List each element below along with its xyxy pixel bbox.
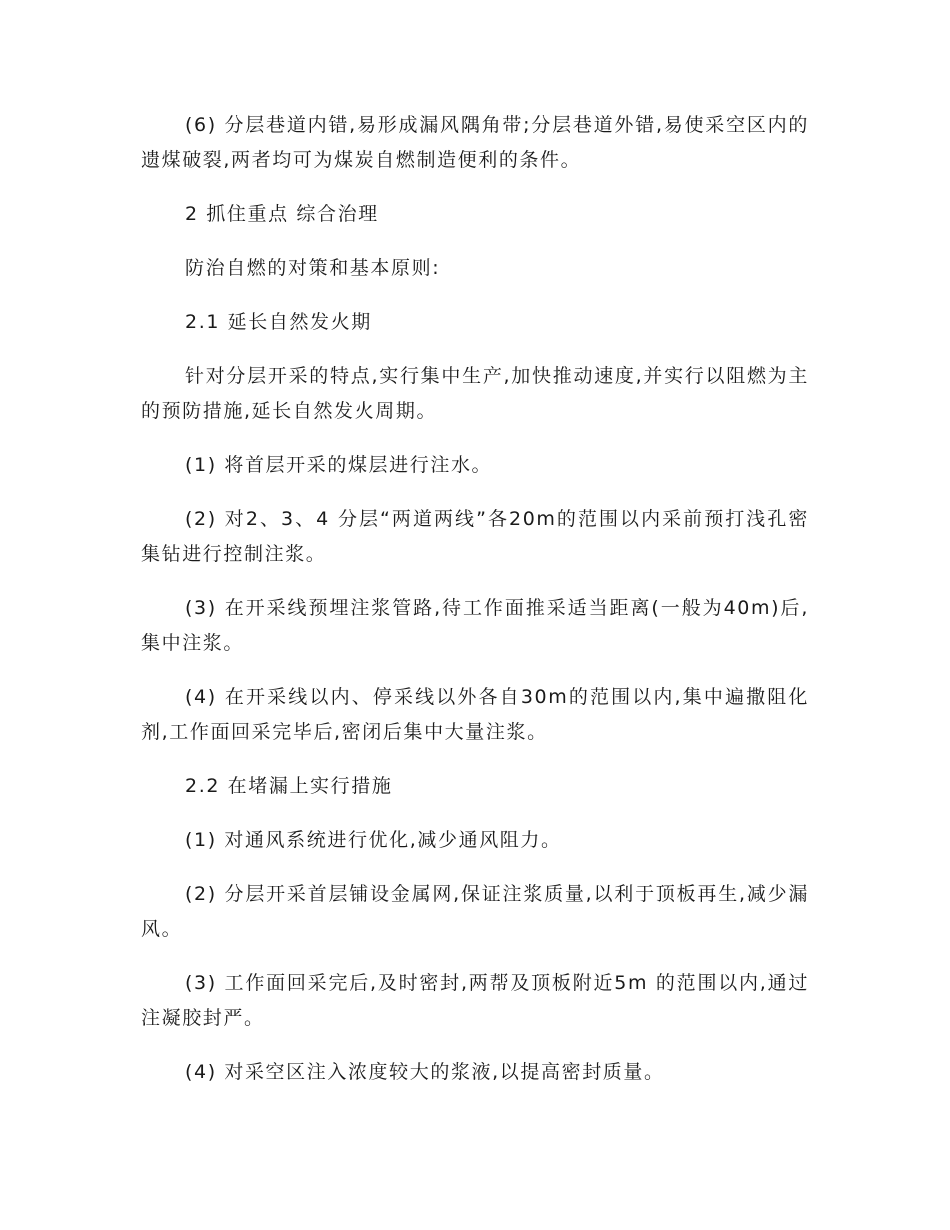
- list-item-2-1-2: (2) 对2、3、4 分层“两道两线”各20m的范围以内采前预打浅孔密集钻进行控制注浆。: [141, 508, 809, 565]
- list-item-2-2-2: (2) 分层开采首层铺设金属网,保证注浆质量,以利于顶板再生,减少漏风。: [141, 883, 809, 940]
- list-item-2-2-1: (1) 对通风系统进行优化,减少通风阻力。: [185, 829, 562, 851]
- list-item-2-1-4: (4) 在开采线以内、停采线以外各自30m的范围以内,集中遍撒阻化剂,工作面回采完毕后,密闭后集中大量注浆。: [141, 686, 809, 743]
- list-item-2-1-1: (1) 将首层开采的煤层进行注水。: [185, 454, 493, 476]
- section-heading-2-2: 2.2 在堵漏上实行措施: [185, 775, 393, 797]
- section-heading-2: 2 抓住重点 综合治理: [185, 203, 379, 225]
- paragraph-1: (6) 分层巷道内错,易形成漏风隅角带;分层巷道外错,易使采空区内的遗煤破裂,两者均可为煤炭自燃制造便利的条件。: [141, 114, 809, 171]
- paragraph-principles: 防治自燃的对策和基本原则:: [185, 257, 441, 279]
- document-body: [141, 108, 809, 1109]
- list-item-2-2-3: (3) 工作面回采完后,及时密封,两帮及顶板附近5m 的范围以内,通过注凝胶封严。: [141, 972, 809, 1029]
- section-heading-2-1: 2.1 延长自然发火期: [185, 311, 372, 333]
- list-item-2-2-4: (4) 对采空区注入浓度较大的浆液,以提高密封质量。: [185, 1061, 665, 1083]
- paragraph-2-1-intro: 针对分层开采的特点,实行集中生产,加快推动速度,并实行以阻燃为主的预防措施,延长自然发火周期。: [141, 365, 809, 422]
- list-item-2-1-3: (3) 在开采线预埋注浆管路,待工作面推采适当距离(一般为40m)后,集中注浆。: [141, 597, 809, 654]
